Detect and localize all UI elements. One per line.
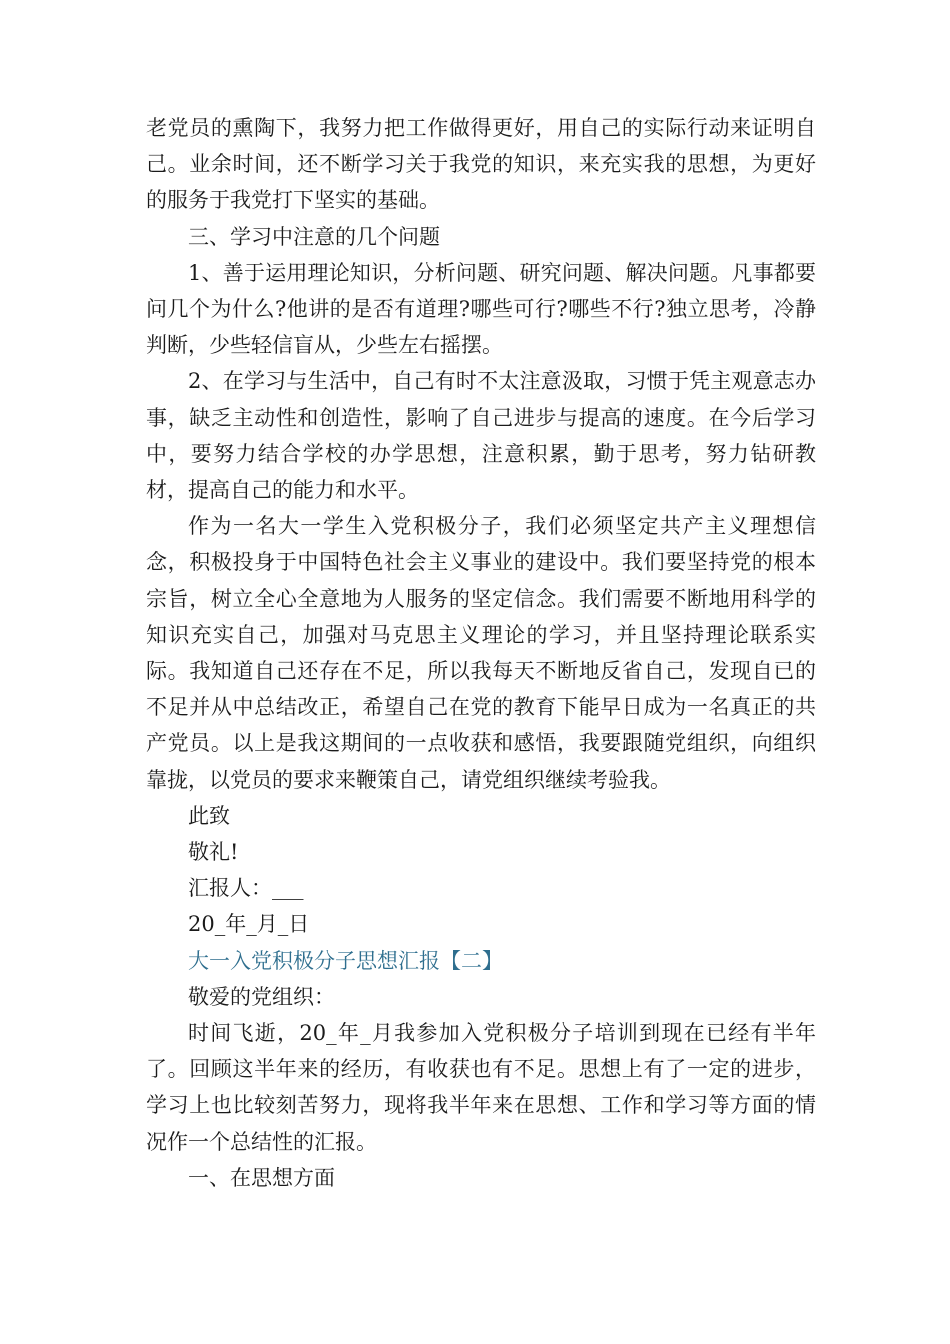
paragraph-intro: 时间飞逝，20_年_月我参加入党积极分子培训到现在已经有半年了。回顾这半年来的经历，有收获也有不足。思想上有了一定的进步，学习上也比较刻苦努力，现将我半年来在思想、工作和学习等方面的情况作一个总结性的汇报。 [146, 1021, 816, 1154]
paragraph-point-two: 2、在学习与生活中，自己有时不太注意汲取，习惯于凭主观意志办事，缺乏主动性和创造性，影响了自己进步与提高的速度。在今后学习中，要努力结合学校的办学思想，注意积累，勤于思考，努力钻研教材，提高自己的能力和水平。 [146, 369, 816, 503]
paragraph-point-one: 1、善于运用理论知识，分析问题、研究问题、解决问题。凡事都要问几个为什么?他讲的是否有道理?哪些可行?哪些不行?独立思考，冷静判断，少些轻信盲从，少些左右摇摆。 [146, 260, 816, 358]
section-heading-one: 一、在思想方面 [188, 1165, 335, 1190]
section-title-two: 大一入党积极分子思想汇报【二】 [188, 948, 503, 973]
paragraph-continuation: 老党员的熏陶下，我努力把工作做得更好，用自己的实际行动来证明自己。业余时间，还不断学习关于我党的知识，来充实我的思想，为更好的服务于我党打下坚实的基础。 [146, 116, 816, 213]
section-heading-three: 三、学习中注意的几个问题 [188, 224, 440, 249]
closing-jing-li: 敬礼! [188, 840, 239, 865]
closing-reporter: 汇报人：___ [188, 876, 304, 901]
paragraph-conclusion: 作为一名大一学生入党积极分子，我们必须坚定共产主义理想信念，积极投身于中国特色社会主义事业的建设中。我们要坚持党的根本宗旨，树立全心全意地为人服务的坚定信念。我们需要不断地用科学的知识充实自己，加强对马克思主义理论的学习，并且坚持理论联系实际。我知道自己还存在不足，所以我每天不断地反省自己，发现自已的不足并从中总结改正，希望自己在党的教育下能早日成为一名真正的共产党员。以上是我这期间的一点收获和感悟，我要跟随党组织，向组织靠拢，以党员的要求来鞭策自己，请党组织继续考验我。 [146, 514, 816, 792]
closing-date: 20_年_月_日 [188, 912, 310, 937]
salutation: 敬爱的党组织： [188, 984, 335, 1009]
document-body [146, 110, 816, 1196]
closing-ci-zhi: 此致 [188, 803, 230, 828]
